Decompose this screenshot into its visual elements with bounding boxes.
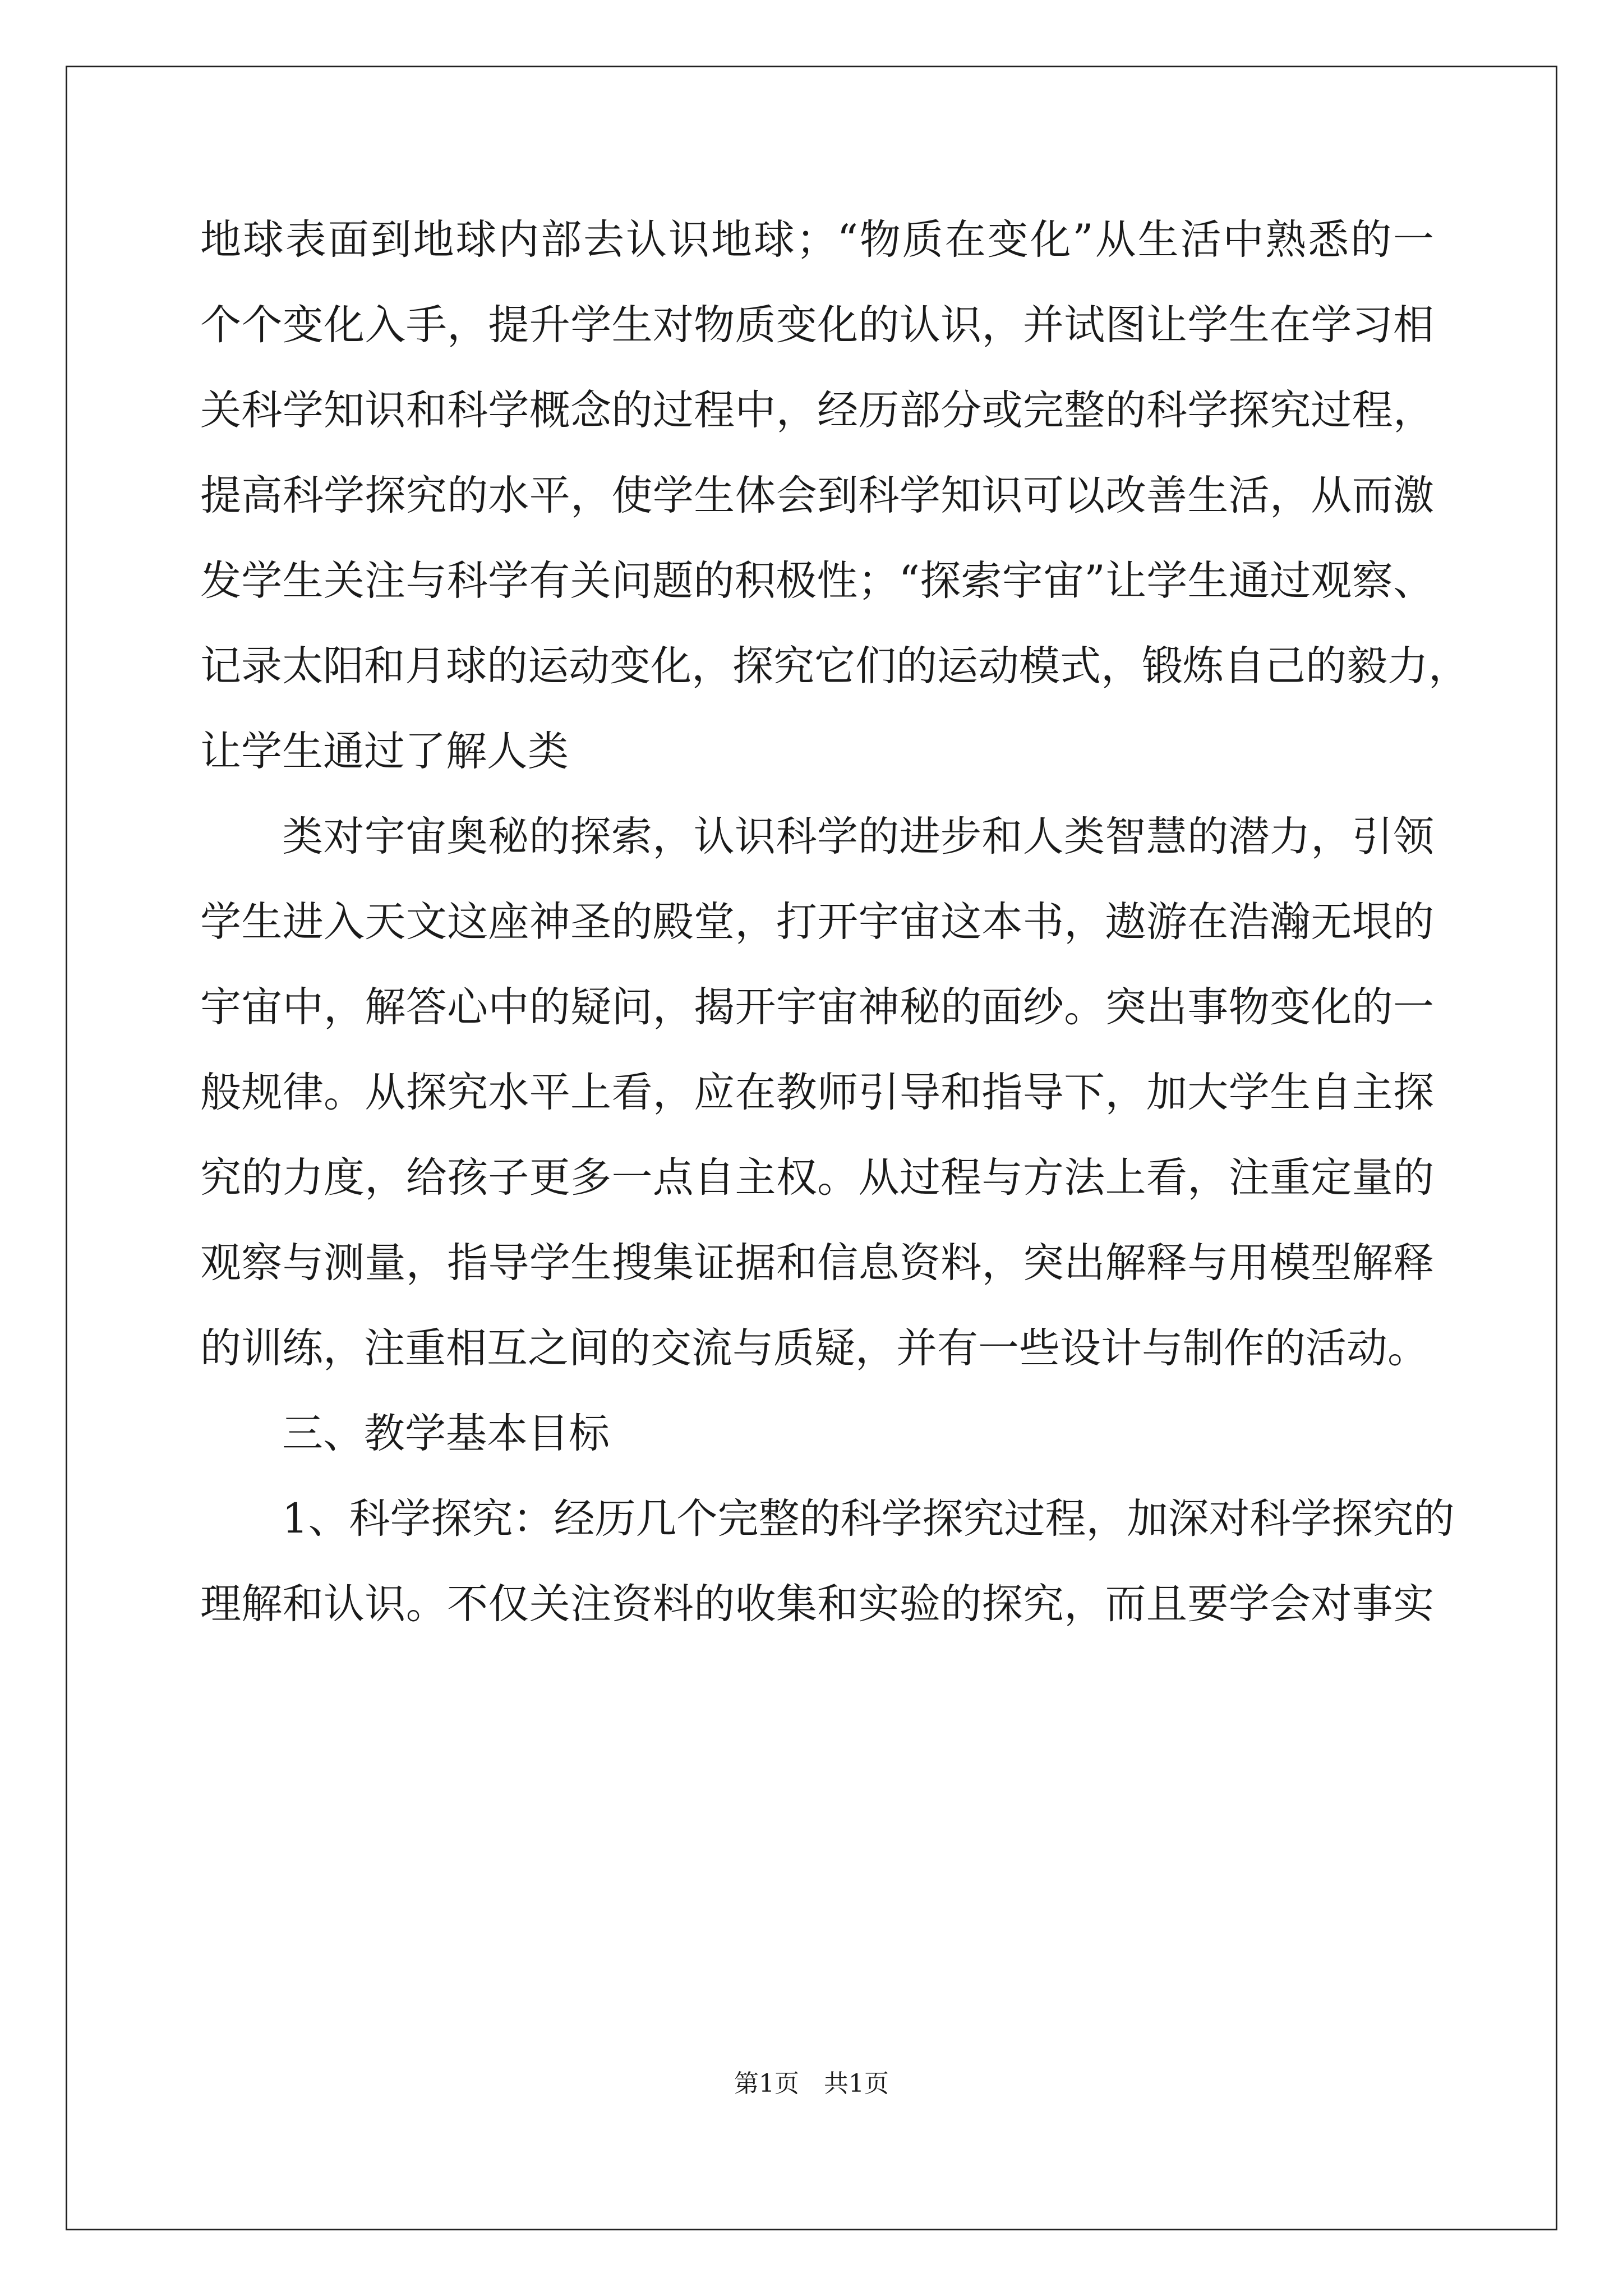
text-line: 般规律。从探究水平上看，应在教师引导和指导下，加大学生自主探 bbox=[200, 1069, 1434, 1116]
paragraph bbox=[200, 794, 1434, 1391]
text-line: 发学生关注与科学有关问题的积极性；“探索宇宙”让学生通过观察、 bbox=[200, 557, 1434, 605]
text-line: 地球表面到地球内部去认识地球；“物质在变化”从生活中熟悉的一 bbox=[200, 216, 1434, 264]
text-line: 让学生通过了解人类 bbox=[200, 728, 569, 775]
paragraph bbox=[200, 1476, 1455, 1647]
text-line: 个个变化入手，提升学生对物质变化的认识，并试图让学生在学习相 bbox=[200, 301, 1434, 349]
text-line: 观察与测量，指导学生搜集证据和信息资料，突出解释与用模型解释 bbox=[200, 1239, 1434, 1287]
text-line: 1、科学探究：经历几个完整的科学探究过程，加深对科学探究的 bbox=[282, 1495, 1455, 1543]
page-footer: 第1页 共1页 bbox=[734, 2069, 889, 2098]
document-body bbox=[200, 197, 1469, 1647]
text-line: 学生进入天文这座神圣的殿堂，打开宇宙这本书，遨游在浩瀚无垠的 bbox=[200, 898, 1434, 946]
section-heading bbox=[200, 1391, 1434, 1476]
text-line: 理解和认识。不仅关注资料的收集和实验的探究，而且要学会对事实 bbox=[200, 1580, 1434, 1628]
text-line: 究的力度，给孩子更多一点自主权。从过程与方法上看，注重定量的 bbox=[200, 1154, 1434, 1202]
text-line: 三、教学基本目标 bbox=[282, 1410, 610, 1457]
text-line: 的训练，注重相互之间的交流与质疑，并有一些设计与制作的活动。 bbox=[200, 1324, 1428, 1372]
text-line: 提高科学探究的水平，使学生体会到科学知识可以改善生活，从而激 bbox=[200, 472, 1434, 519]
text-line: 类对宇宙奥秘的探索，认识科学的进步和人类智慧的潜力，引领 bbox=[282, 813, 1434, 861]
paragraph bbox=[200, 197, 1469, 794]
text-line: 关科学知识和科学概念的过程中，经历部分或完整的科学探究过程， bbox=[200, 386, 1434, 434]
text-line: 宇宙中，解答心中的疑问，揭开宇宙神秘的面纱。突出事物变化的一 bbox=[200, 983, 1434, 1031]
text-line: 记录太阳和月球的运动变化，探究它们的运动模式，锻炼自己的毅力， bbox=[200, 642, 1469, 690]
